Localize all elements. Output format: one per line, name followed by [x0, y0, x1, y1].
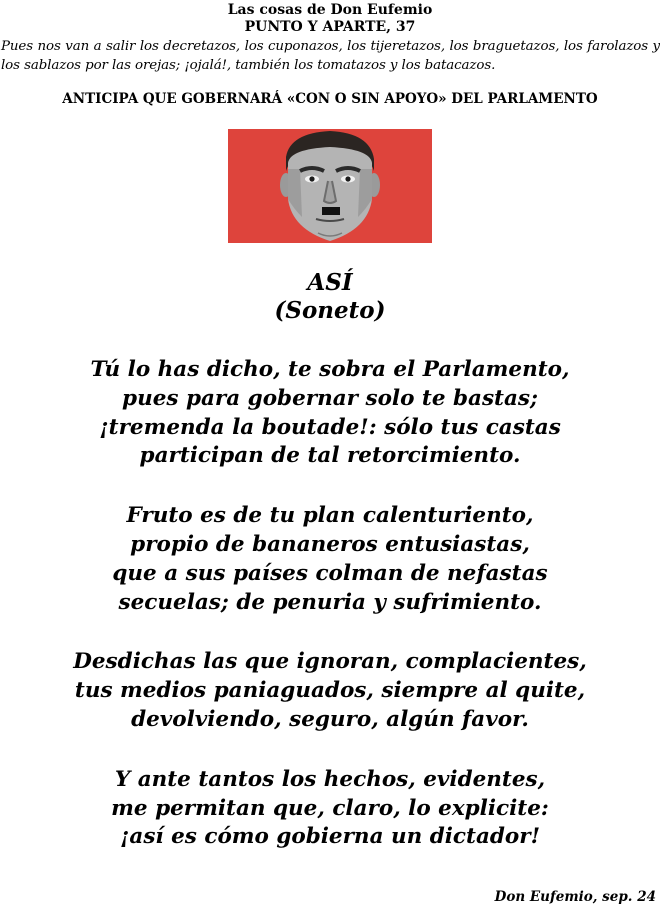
- verse-line: propio de bananeros entusiastas,: [130, 531, 530, 557]
- verse-line: Desdichas las que ignoran, complacientes,: [73, 649, 587, 675]
- portrait-illustration: [228, 129, 432, 243]
- verse-line: Fruto es de tu plan calenturiento,: [126, 503, 534, 529]
- verse-line: tus medios paniaguados, siempre al quite,: [74, 678, 586, 704]
- signature: Don Eufemio, sep. 24: [494, 889, 656, 905]
- poem-title: ASÍ: [307, 269, 353, 296]
- headline: ANTICIPA QUE GOBERNARÁ «CON O SIN APOYO» DEL PARLAMENTO: [62, 91, 598, 107]
- column-title: Las cosas de Don Eufemio: [227, 2, 433, 18]
- verse-line: participan de tal retorcimiento.: [139, 443, 521, 469]
- portrait-image: [228, 129, 432, 243]
- verse-line: Y ante tantos los hechos, evidentes,: [114, 766, 546, 792]
- verse-line: secuelas; de penuria y sufrimiento.: [118, 589, 542, 615]
- stanza-2: [0, 502, 660, 617]
- verse-line: devolviendo, seguro, algún favor.: [131, 706, 529, 732]
- verse-line: Tú lo has dicho, te sobra el Parlamento,: [90, 357, 570, 382]
- subtitle: Pues nos van a salir los decretazos, los cuponazos, los tijeretazos, los braguetazos, los farolazos y los sablazos por las orejas; ¡ojalá!, también los tomatazos y los batacazos.: [1, 39, 660, 73]
- verse-line: ¡tremenda la boutade!: sólo tus castas: [99, 414, 561, 440]
- issue-number: PUNTO Y APARTE, 37: [244, 19, 416, 35]
- stanza-3: [0, 648, 660, 734]
- poem-form: (Soneto): [274, 297, 386, 324]
- stanza-4: [0, 766, 660, 852]
- verse-line: pues para gobernar solo te bastas;: [122, 385, 538, 411]
- verse-line: me permitan que, claro, lo explicite:: [111, 795, 549, 821]
- verse-line: ¡así es cómo gobierna un dictador!: [119, 824, 541, 850]
- stanza-1: [0, 356, 660, 471]
- header: [0, 0, 660, 36]
- verse-line: que a sus países colman de nefastas: [112, 560, 548, 586]
